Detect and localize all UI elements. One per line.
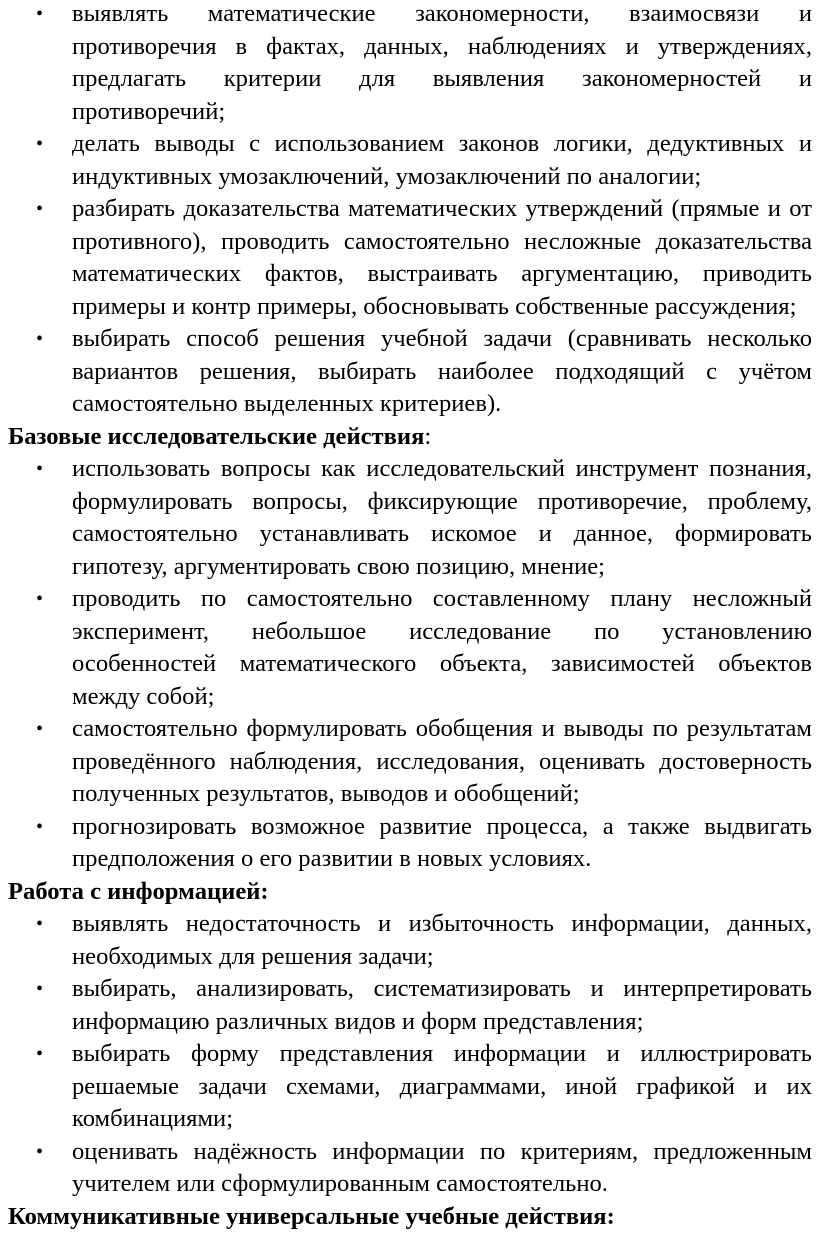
list-item-text: прогнозировать возможное развитие процесса, а также выдвигать предположения о его развитии в новых условиях. [72, 813, 812, 873]
bullet-icon: • [36, 583, 43, 616]
list-item-text: делать выводы с использованием законов логики, дедуктивных и индуктивных умозаключений, умозаключений по аналогии; [72, 130, 812, 190]
list-item-text: выбирать способ решения учебной задачи (сравнивать несколько вариантов решения, выбирать наиболее подходящий с учётом самостоятельно выделенных критериев). [72, 325, 812, 417]
list-item [0, 583, 816, 713]
section-heading-communicative [0, 1201, 816, 1233]
list-item-text: проводить по самостоятельно составленному плану несложный эксперимент, небольшое исследование по установлению особенностей математического объекта, зависимостей объектов между собой; [72, 585, 812, 710]
heading-text: Работа с информацией: [8, 878, 269, 905]
list-item [0, 1136, 816, 1201]
list-item [0, 128, 816, 193]
heading-text: Базовые исследовательские действия [8, 423, 424, 450]
bullet-icon: • [36, 0, 43, 31]
list-item [0, 1038, 816, 1136]
list-item-text: разбирать доказательства математических утверждений (прямые и от противного), проводить самостоятельно несложные доказательства математических фактов, выстраивать аргументацию, приводить примеры и контр примеры, обосновывать собственные рассуждения; [72, 195, 812, 320]
bullet-list-research-actions [0, 453, 816, 876]
bullet-icon: • [36, 193, 43, 226]
list-item [0, 323, 816, 421]
list-item-text: выявлять математические закономерности, взаимосвязи и противоречия в фактах, данных, наблюдениях и утверждениях, предлагать критерии для выявления закономерностей и противоречий; [72, 0, 812, 125]
section-heading-research-actions [0, 421, 816, 454]
list-item-text: выбирать форму представления информации и иллюстрировать решаемые задачи схемами, диаграммами, иной графикой и их комбинациями; [72, 1040, 812, 1132]
bullet-icon: • [36, 811, 43, 844]
bullet-icon: • [36, 128, 43, 161]
bullet-icon: • [36, 713, 43, 746]
list-item-text: оценивать надёжность информации по критериям, предложенным учителем или сформулированным самостоятельно. [72, 1138, 812, 1198]
bullet-list-logical-actions [0, 0, 816, 421]
list-item-text: использовать вопросы как исследовательский инструмент познания, формулировать вопросы, фиксирующие противоречие, проблему, самостоятельно устанавливать искомое и данное, формировать гипотезу, аргументировать свою позицию, мнение; [72, 455, 812, 580]
bullet-icon: • [36, 1136, 43, 1169]
list-item [0, 908, 816, 973]
bullet-icon: • [36, 1038, 43, 1071]
list-item [0, 973, 816, 1038]
bullet-list-information [0, 908, 816, 1201]
bullet-icon: • [36, 323, 43, 356]
section-heading-information [0, 876, 816, 909]
heading-suffix: : [424, 423, 431, 450]
list-item-text: выбирать, анализировать, систематизировать и интерпретировать информацию различных видов и форм представления; [72, 975, 812, 1035]
bullet-icon: • [36, 453, 43, 486]
list-item-text: выявлять недостаточность и избыточность информации, данных, необходимых для решения задачи; [72, 910, 812, 970]
list-item [0, 193, 816, 323]
bullet-icon: • [36, 973, 43, 1006]
list-item-text: самостоятельно формулировать обобщения и выводы по результатам проведённого наблюдения, исследования, оценивать достоверность полученных результатов, выводов и обобщений; [72, 715, 812, 807]
list-item [0, 0, 816, 128]
list-item [0, 811, 816, 876]
heading-text: Коммуникативные универсальные учебные действия: [8, 1203, 615, 1230]
list-item [0, 713, 816, 811]
list-item [0, 453, 816, 583]
bullet-icon: • [36, 908, 43, 941]
